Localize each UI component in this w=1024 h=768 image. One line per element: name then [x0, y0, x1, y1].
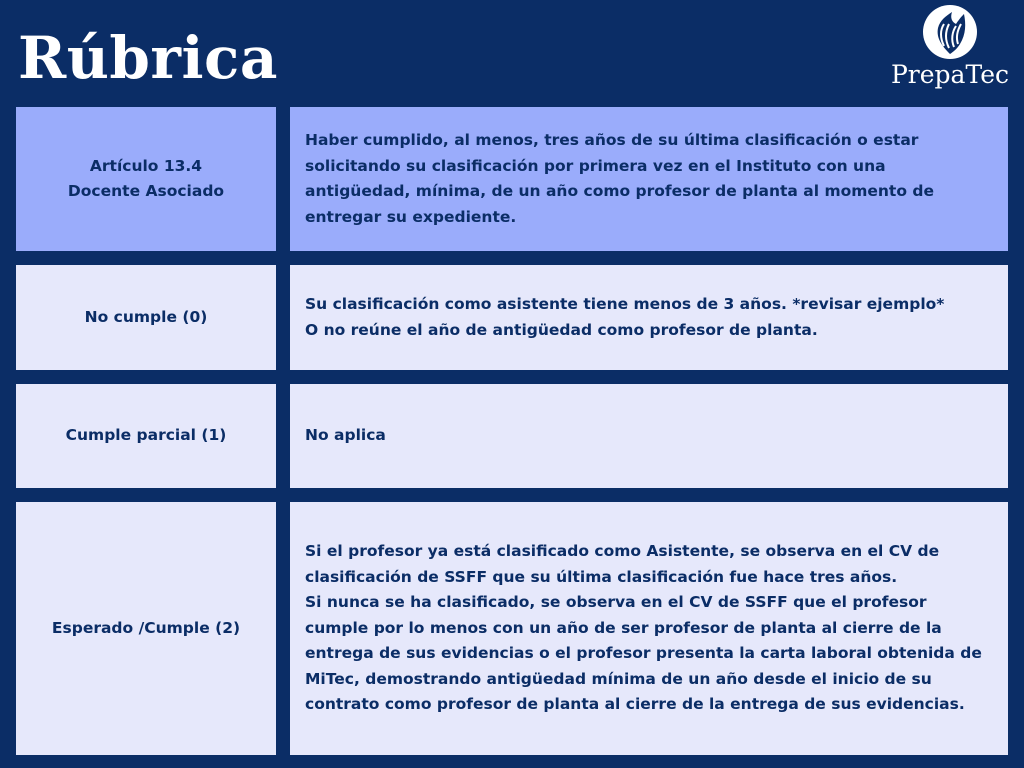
criterion-description: Haber cumplido, al menos, tres años de su última clasificación o estar solicitando su clasificación por primera vez en el Instituto con una antigüedad, mínima, de un año como profesor de planta al momento de entregar su expediente. — [305, 131, 934, 226]
page-title: Rúbrica — [18, 24, 278, 92]
level-cell — [16, 384, 276, 488]
level-description: Si el profesor ya está clasificado como Asistente, se observa en el CV de clasificación de SSFF que su última clasificación fue hace tres años. Si nunca se ha clasificado, se observa en el CV de SSFF que el profesor cumple por lo menos con un año de ser profesor de planta al cierre de la entrega de sus evidencias o el profesor presenta la carta laboral obtenida de MiTec, demostrando antigüedad mínima de un año desde el inicio de su contrato como profesor de planta al cierre de la entrega de sus evidencias. — [305, 542, 982, 714]
prepatec-logo — [884, 4, 1016, 96]
level-label: Cumple parcial (1) — [65, 426, 227, 445]
level-cell — [16, 502, 276, 755]
level-label: Esperado /Cumple (2) — [51, 618, 241, 637]
criterion-label: Artículo 13.4 Docente Asociado — [67, 156, 225, 200]
rubric-row-esperado — [16, 502, 1008, 755]
level-label: No cumple (0) — [84, 307, 208, 326]
level-description: Su clasificación como asistente tiene menos de 3 años. *revisar ejemplo* O no reúne el año de antigüedad como profesor de planta. — [305, 295, 945, 339]
level-description: No aplica — [305, 426, 386, 445]
level-description-cell — [290, 384, 1008, 488]
logo-text: PrepaTec — [890, 60, 1009, 89]
rubric-row-no-cumple — [16, 265, 1008, 370]
level-description-cell — [290, 502, 1008, 755]
torch-flame-icon — [922, 4, 978, 60]
criterion-cell — [16, 107, 276, 251]
rubric-header-row — [16, 107, 1008, 251]
rubric-row-cumple-parcial — [16, 384, 1008, 488]
criterion-description-cell — [290, 107, 1008, 251]
level-description-cell — [290, 265, 1008, 370]
level-cell — [16, 265, 276, 370]
